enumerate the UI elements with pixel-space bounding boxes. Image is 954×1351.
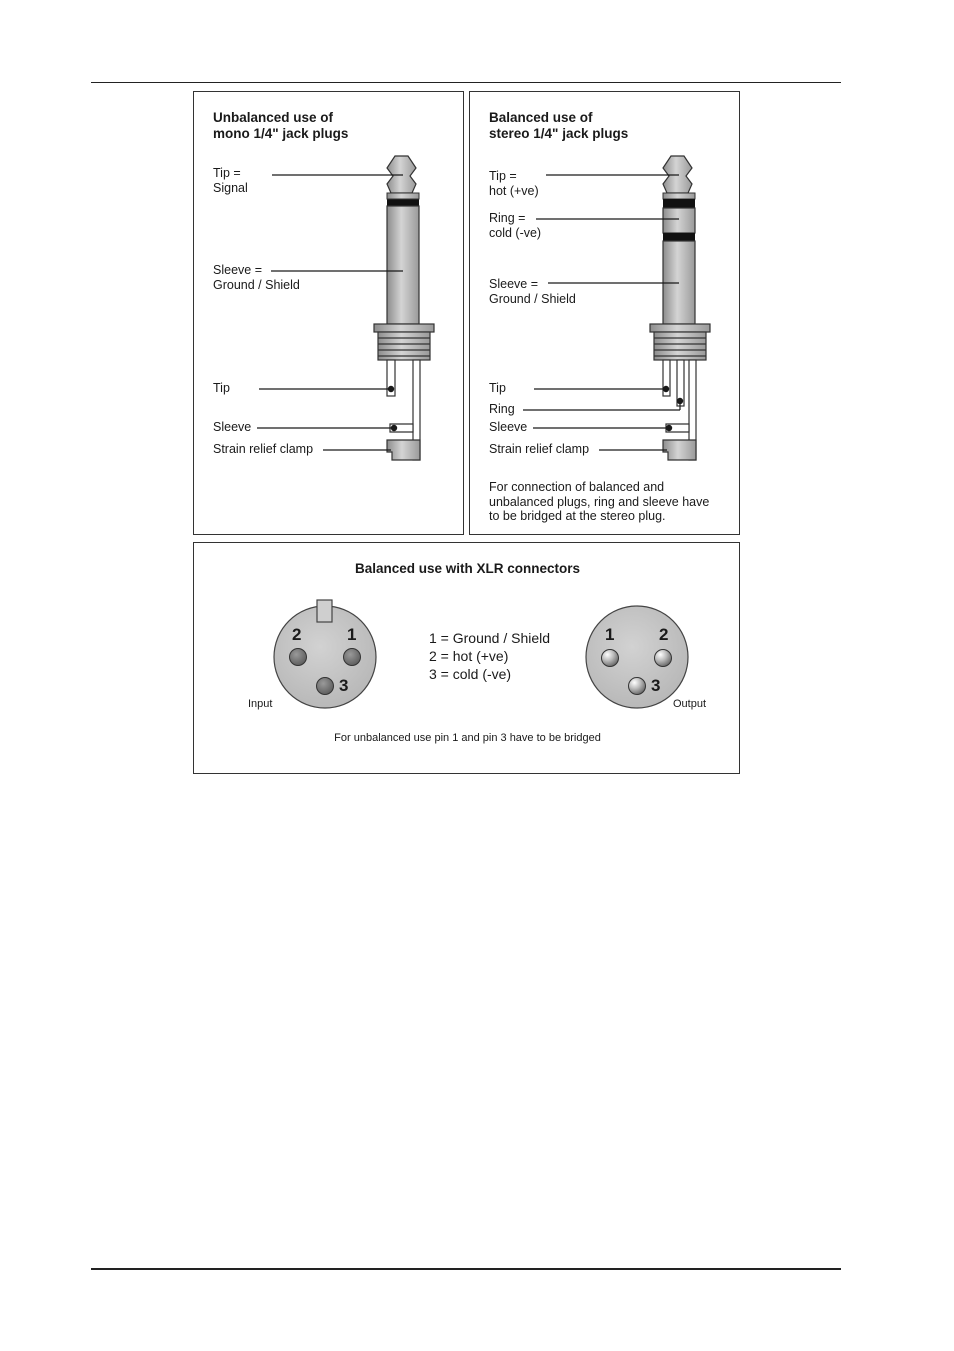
stereo-wire-tip-label: Tip xyxy=(489,381,506,395)
unbalanced-title: Unbalanced use of mono 1/4" jack plugs xyxy=(213,110,349,141)
wire-sleeve-label: Sleeve xyxy=(213,420,252,434)
xlr-input-pin-3-number: 3 xyxy=(339,676,349,695)
footer-rule xyxy=(91,1268,841,1270)
xlr-legend-2: 2 = hot (+ve) xyxy=(429,648,509,664)
xlr-output-pin-3 xyxy=(629,678,646,695)
stereo-jack-collar xyxy=(650,324,710,332)
xlr-input-pin-1-number: 1 xyxy=(347,625,357,644)
header-rule xyxy=(91,82,841,83)
mono-jack-plug-drawing xyxy=(194,92,465,536)
xlr-output-label: Output xyxy=(673,698,707,710)
xlr-title: Balanced use with XLR connectors xyxy=(354,561,581,576)
xlr-output-pin-1 xyxy=(602,650,619,667)
xlr-input-pin-2-number: 2 xyxy=(292,625,302,644)
xlr-input-socket-2 xyxy=(290,649,307,666)
tip-hot-label: Tip = hot (+ve) xyxy=(489,169,539,198)
stereo-strain-relief-label: Strain relief clamp xyxy=(489,442,590,456)
balanced-title: Balanced use of stereo 1/4" jack plugs xyxy=(489,110,629,141)
stereo-wire-ring-label: Ring xyxy=(489,402,515,416)
xlr-output-pin-2-number: 2 xyxy=(659,625,669,644)
stereo-strain-relief-clamp xyxy=(663,440,696,460)
balanced-jack-panel xyxy=(469,91,740,535)
sleeve-ground-label: Sleeve = Ground / Shield xyxy=(213,263,300,292)
jack-sleeve xyxy=(387,206,419,324)
stereo-sleeve-ground-label: Sleeve = Ground / Shield xyxy=(489,277,576,306)
strain-relief-clamp xyxy=(387,440,420,460)
ring-cold-label: Ring = cold (-ve) xyxy=(489,211,542,240)
stereo-wire-sleeve-label: Sleeve xyxy=(489,420,528,434)
strain-relief-label: Strain relief clamp xyxy=(213,442,314,456)
unbalanced-jack-panel xyxy=(193,91,464,535)
xlr-legend-3: 3 = cold (-ve) xyxy=(429,666,512,682)
stereo-jack-plug-drawing xyxy=(470,92,741,536)
tip-shoulder xyxy=(387,193,419,199)
jack-collar xyxy=(374,324,434,332)
jack-ring xyxy=(663,208,695,233)
tip-signal-label: Tip = Signal xyxy=(213,166,248,195)
xlr-legend-1: 1 = Ground / Shield xyxy=(429,630,551,646)
wire-tip-label: Tip xyxy=(213,381,230,395)
xlr-output-pin-2 xyxy=(655,650,672,667)
xlr-input-socket-1 xyxy=(344,649,361,666)
ring-sleeve-insulator xyxy=(663,233,695,241)
xlr-panel xyxy=(193,542,740,774)
tip-ring-insulator xyxy=(663,199,695,208)
xlr-input-socket-3 xyxy=(317,678,334,695)
xlr-input-key xyxy=(317,600,332,622)
xlr-bridging-note: For unbalanced use pin 1 and pin 3 have to be bridged xyxy=(334,732,601,744)
xlr-input-label: Input xyxy=(248,698,273,710)
bridging-note: For connection of balanced and unbalanced plugs, ring and sleeve have to be bridged at the stereo plug. xyxy=(489,480,710,523)
tip-insulator xyxy=(387,199,419,206)
stereo-tip-shoulder xyxy=(663,193,695,199)
xlr-output-pin-3-number: 3 xyxy=(651,676,661,695)
xlr-output-pin-1-number: 1 xyxy=(605,625,615,644)
